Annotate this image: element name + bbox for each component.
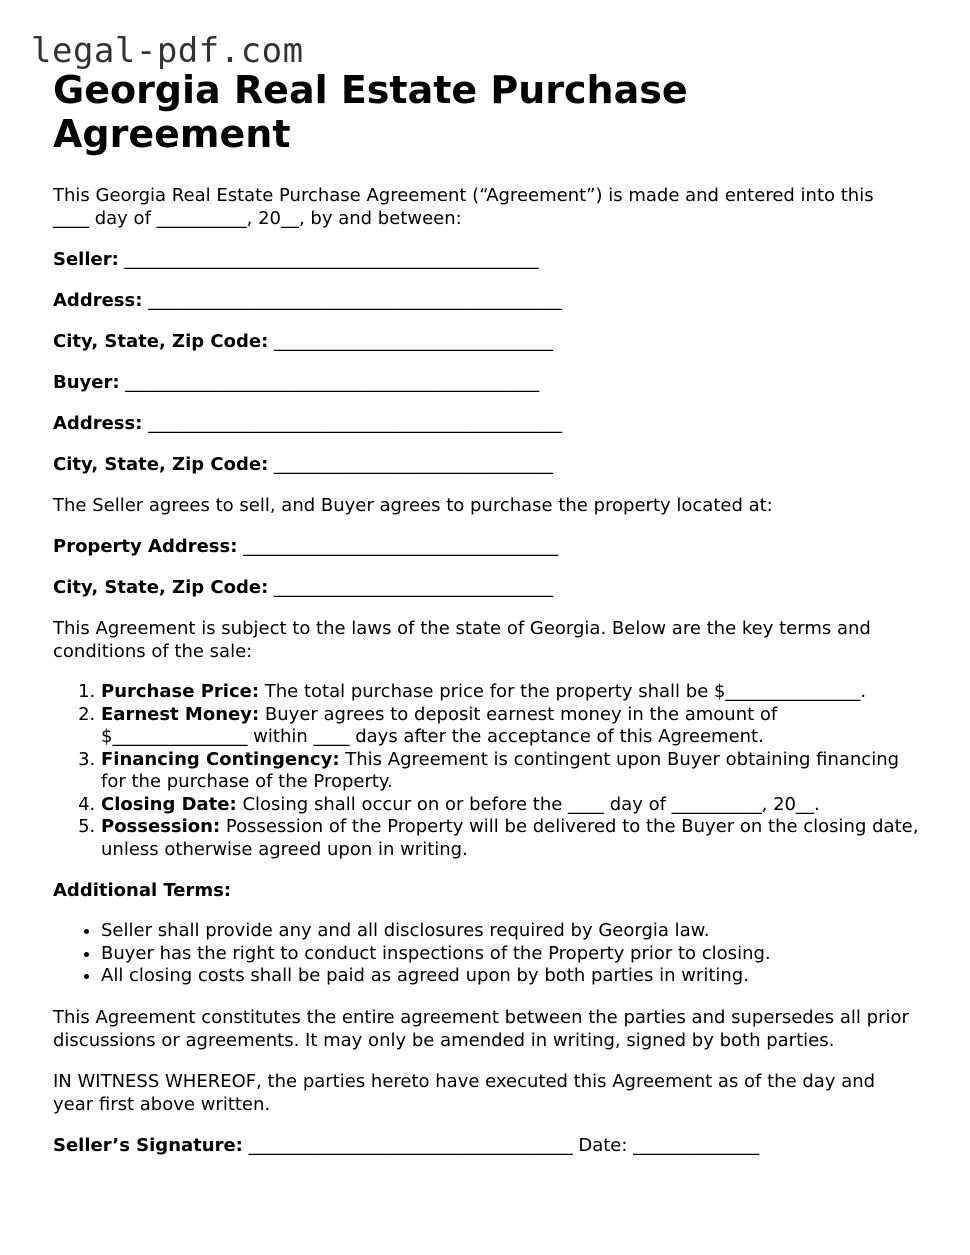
intro-paragraph: This Georgia Real Estate Purchase Agreement (“Agreement”) is made and entered into this ____ day of __________, 20__, by and between: — [53, 185, 874, 229]
term-label: Closing Date: — [101, 793, 237, 815]
signature-date-blank[interactable]: ______________ — [633, 1134, 760, 1156]
additional-terms-list — [53, 920, 923, 988]
seller-address-blank[interactable]: ______________________________________________ — [148, 290, 563, 311]
document-title: Georgia Real Estate Purchase Agreement — [53, 68, 688, 156]
terms-list — [53, 681, 923, 861]
property-address-blank[interactable]: ___________________________________ — [243, 536, 559, 557]
buyer-city-blank[interactable]: _______________________________ — [274, 454, 554, 475]
watermark: legal-pdf.com — [31, 31, 304, 71]
terms-intro: This Agreement is subject to the laws of the state of Georgia. Below are the key terms and conditions of the sale: — [53, 618, 871, 662]
seller-name-label: Seller: — [53, 249, 119, 270]
seller-city-blank[interactable]: _______________________________ — [274, 331, 554, 352]
seller-address-field — [53, 289, 923, 312]
additional-term: • Buyer has the right to conduct inspections of the Property prior to closing. — [101, 943, 923, 966]
seller-city-label: City, State, Zip Code: — [53, 331, 269, 352]
property-city-field — [53, 576, 923, 599]
seller-address-label: Address: — [53, 290, 143, 311]
term-possession — [101, 816, 923, 861]
additional-term: • All closing costs shall be paid as agreed upon by both parties in writing. — [101, 965, 923, 988]
term-closing-date — [101, 794, 923, 817]
term-label: Financing Contingency: — [101, 748, 340, 770]
term-text: Possession of the Property will be delivered to the Buyer on the closing date, unless otherwise agreed upon in writing. — [101, 816, 919, 860]
buyer-city-field — [53, 453, 923, 476]
entire-agreement-paragraph: This Agreement constitutes the entire agreement between the parties and supersedes all prior discussions or agreements. It may only be amended in writing, signed by both parties. — [53, 1006, 909, 1051]
document-body — [53, 68, 923, 1157]
term-label: Earnest Money: — [101, 703, 260, 725]
term-financing-contingency — [101, 749, 923, 794]
seller-name-blank[interactable]: ______________________________________________ — [124, 249, 539, 270]
seller-signature-label: Seller’s Signature: — [53, 1134, 243, 1156]
signature-date-label: Date: — [578, 1134, 628, 1156]
buyer-address-field — [53, 412, 923, 435]
term-purchase-price — [101, 681, 923, 704]
seller-city-field — [53, 330, 923, 353]
term-earnest-money — [101, 704, 923, 749]
buyer-address-label: Address: — [53, 413, 143, 434]
additional-terms-heading: Additional Terms: — [53, 880, 232, 901]
term-label: Purchase Price: — [101, 681, 260, 702]
term-label: Possession: — [101, 816, 221, 837]
property-address-label: Property Address: — [53, 536, 238, 557]
buyer-name-label: Buyer: — [53, 372, 120, 393]
seller-name-field — [53, 248, 923, 271]
term-text: The total purchase price for the property shall be $_______________. — [264, 681, 867, 702]
term-text: This Agreement is contingent upon Buyer obtaining financing for the purchase of the Property. — [101, 748, 900, 792]
property-city-blank[interactable]: _______________________________ — [274, 577, 554, 598]
property-city-label: City, State, Zip Code: — [53, 577, 269, 598]
buyer-name-field — [53, 371, 923, 394]
buyer-city-label: City, State, Zip Code: — [53, 454, 269, 475]
buyer-name-blank[interactable]: ______________________________________________ — [125, 372, 540, 393]
buyer-address-blank[interactable]: ______________________________________________ — [148, 413, 563, 434]
witness-paragraph: IN WITNESS WHEREOF, the parties hereto have executed this Agreement as of the day and year first above written. — [53, 1070, 876, 1115]
term-text: Buyer agrees to deposit earnest money in the amount of $_______________ within ____ days after the acceptance of this Agreement. — [101, 703, 778, 747]
property-address-field — [53, 535, 923, 558]
additional-term: • Seller shall provide any and all disclosures required by Georgia law. — [101, 920, 923, 943]
seller-signature-line — [53, 1134, 923, 1157]
term-text: Closing shall occur on or before the ____ day of __________, 20__. — [242, 793, 820, 815]
seller-signature-blank[interactable]: ____________________________________ — [248, 1134, 573, 1156]
property-intro: The Seller agrees to sell, and Buyer agrees to purchase the property located at: — [53, 495, 773, 516]
